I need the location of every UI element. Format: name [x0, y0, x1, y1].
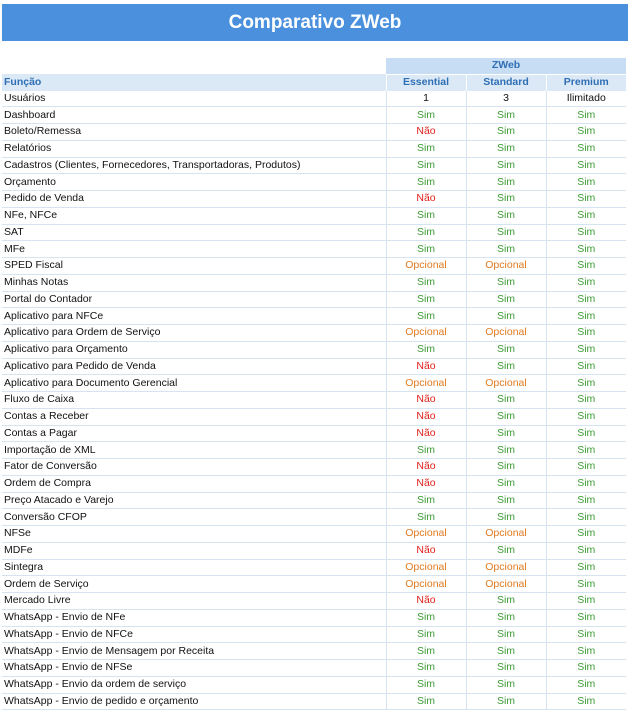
value-standard: Sim	[466, 492, 546, 509]
value-premium: Ilimitado	[546, 91, 626, 107]
value-standard: Sim	[466, 107, 546, 124]
value-standard: Sim	[466, 459, 546, 476]
group-header-zweb: ZWeb	[386, 58, 626, 74]
table-row	[2, 509, 626, 526]
feature-name: MDFe	[2, 542, 386, 559]
table-row	[2, 258, 626, 275]
value-premium: Sim	[546, 576, 626, 593]
value-standard: Sim	[466, 408, 546, 425]
value-essential: Não	[386, 408, 466, 425]
table-row	[2, 392, 626, 409]
value-standard: 3	[466, 91, 546, 107]
feature-name: Conversão CFOP	[2, 509, 386, 526]
table-row	[2, 107, 626, 124]
feature-name: Preço Atacado e Varejo	[2, 492, 386, 509]
feature-name: Ordem de Compra	[2, 475, 386, 492]
feature-name: SAT	[2, 224, 386, 241]
value-standard: Sim	[466, 442, 546, 459]
value-premium: Sim	[546, 291, 626, 308]
feature-name: MFe	[2, 241, 386, 258]
table-row	[2, 626, 626, 643]
comparison-table	[2, 58, 626, 710]
value-standard: Sim	[466, 425, 546, 442]
value-essential: Sim	[386, 308, 466, 325]
feature-name: Ordem de Serviço	[2, 576, 386, 593]
value-standard: Sim	[466, 241, 546, 258]
value-premium: Sim	[546, 224, 626, 241]
value-essential: Não	[386, 593, 466, 610]
value-premium: Sim	[546, 626, 626, 643]
value-essential: Não	[386, 191, 466, 208]
value-essential: 1	[386, 91, 466, 107]
feature-name: Orçamento	[2, 174, 386, 191]
table-row	[2, 157, 626, 174]
value-standard: Sim	[466, 207, 546, 224]
value-premium: Sim	[546, 157, 626, 174]
value-premium: Sim	[546, 693, 626, 710]
value-essential: Sim	[386, 140, 466, 157]
value-premium: Sim	[546, 107, 626, 124]
value-premium: Sim	[546, 459, 626, 476]
feature-name: Contas a Receber	[2, 408, 386, 425]
function-column-header: Função	[2, 74, 386, 90]
table-row	[2, 425, 626, 442]
feature-name: Aplicativo para Orçamento	[2, 341, 386, 358]
value-standard: Sim	[466, 140, 546, 157]
value-standard: Sim	[466, 274, 546, 291]
value-essential: Sim	[386, 626, 466, 643]
value-essential: Sim	[386, 207, 466, 224]
value-essential: Sim	[386, 241, 466, 258]
group-header-spacer	[2, 58, 386, 74]
value-essential: Sim	[386, 274, 466, 291]
value-essential: Sim	[386, 341, 466, 358]
feature-name: Dashboard	[2, 107, 386, 124]
table-row	[2, 492, 626, 509]
feature-name: Sintegra	[2, 559, 386, 576]
table-row	[2, 559, 626, 576]
feature-name: WhatsApp - Envio de NFe	[2, 609, 386, 626]
plan-header-standard: Standard	[466, 74, 546, 90]
table-row	[2, 660, 626, 677]
feature-name: Aplicativo para Pedido de Venda	[2, 358, 386, 375]
feature-name: SPED Fiscal	[2, 258, 386, 275]
value-essential: Opcional	[386, 559, 466, 576]
value-premium: Sim	[546, 140, 626, 157]
group-header-row	[2, 58, 626, 74]
value-essential: Opcional	[386, 526, 466, 543]
value-standard: Sim	[466, 643, 546, 660]
value-standard: Sim	[466, 660, 546, 677]
value-premium: Sim	[546, 274, 626, 291]
feature-name: Cadastros (Clientes, Fornecedores, Transportadoras, Produtos)	[2, 157, 386, 174]
feature-name: NFSe	[2, 526, 386, 543]
value-premium: Sim	[546, 559, 626, 576]
value-essential: Opcional	[386, 325, 466, 342]
feature-name: NFe, NFCe	[2, 207, 386, 224]
feature-name: WhatsApp - Envio de NFSe	[2, 660, 386, 677]
value-premium: Sim	[546, 124, 626, 141]
table-row	[2, 308, 626, 325]
value-premium: Sim	[546, 191, 626, 208]
value-standard: Sim	[466, 291, 546, 308]
table-row	[2, 526, 626, 543]
value-premium: Sim	[546, 341, 626, 358]
column-header-row	[2, 74, 626, 90]
value-essential: Sim	[386, 492, 466, 509]
table-row	[2, 191, 626, 208]
value-premium: Sim	[546, 660, 626, 677]
value-premium: Sim	[546, 492, 626, 509]
table-row	[2, 124, 626, 141]
value-essential: Opcional	[386, 576, 466, 593]
value-essential: Opcional	[386, 375, 466, 392]
table-row	[2, 274, 626, 291]
value-standard: Sim	[466, 593, 546, 610]
table-row	[2, 576, 626, 593]
table-row	[2, 140, 626, 157]
feature-name: Pedido de Venda	[2, 191, 386, 208]
table-row	[2, 341, 626, 358]
value-essential: Opcional	[386, 258, 466, 275]
table-row	[2, 241, 626, 258]
value-standard: Sim	[466, 509, 546, 526]
table-row	[2, 475, 626, 492]
value-standard: Sim	[466, 224, 546, 241]
value-standard: Opcional	[466, 526, 546, 543]
value-standard: Sim	[466, 124, 546, 141]
value-standard: Sim	[466, 341, 546, 358]
value-standard: Opcional	[466, 258, 546, 275]
value-essential: Sim	[386, 107, 466, 124]
value-standard: Opcional	[466, 576, 546, 593]
plan-header-premium: Premium	[546, 74, 626, 90]
value-essential: Sim	[386, 157, 466, 174]
feature-name: Minhas Notas	[2, 274, 386, 291]
table-row	[2, 442, 626, 459]
value-essential: Não	[386, 542, 466, 559]
table-row	[2, 91, 626, 107]
value-premium: Sim	[546, 676, 626, 693]
table-row	[2, 375, 626, 392]
feature-name: WhatsApp - Envio de pedido e orçamento	[2, 693, 386, 710]
feature-name: Aplicativo para Documento Gerencial	[2, 375, 386, 392]
feature-name: Fluxo de Caixa	[2, 392, 386, 409]
value-standard: Sim	[466, 358, 546, 375]
plan-header-essential: Essential	[386, 74, 466, 90]
table-row	[2, 693, 626, 710]
value-standard: Sim	[466, 626, 546, 643]
value-standard: Sim	[466, 392, 546, 409]
table-row	[2, 291, 626, 308]
table-row	[2, 593, 626, 610]
value-standard: Sim	[466, 542, 546, 559]
table-row	[2, 174, 626, 191]
value-premium: Sim	[546, 258, 626, 275]
table-row	[2, 459, 626, 476]
table-row	[2, 207, 626, 224]
page-title: Comparativo ZWeb	[2, 4, 628, 41]
value-premium: Sim	[546, 593, 626, 610]
value-standard: Sim	[466, 157, 546, 174]
value-premium: Sim	[546, 643, 626, 660]
value-essential: Sim	[386, 174, 466, 191]
table-row	[2, 325, 626, 342]
table-row	[2, 676, 626, 693]
value-standard: Sim	[466, 191, 546, 208]
value-premium: Sim	[546, 241, 626, 258]
feature-name: Boleto/Remessa	[2, 124, 386, 141]
value-premium: Sim	[546, 526, 626, 543]
feature-name: WhatsApp - Envio de Mensagem por Receita	[2, 643, 386, 660]
value-essential: Sim	[386, 643, 466, 660]
value-essential: Sim	[386, 676, 466, 693]
value-premium: Sim	[546, 442, 626, 459]
value-essential: Sim	[386, 660, 466, 677]
value-essential: Sim	[386, 609, 466, 626]
value-essential: Não	[386, 358, 466, 375]
table-row	[2, 224, 626, 241]
table-row	[2, 358, 626, 375]
comparison-rows	[2, 91, 626, 710]
value-essential: Sim	[386, 693, 466, 710]
value-premium: Sim	[546, 392, 626, 409]
value-standard: Sim	[466, 676, 546, 693]
value-standard: Sim	[466, 174, 546, 191]
feature-name: Mercado Livre	[2, 593, 386, 610]
value-essential: Sim	[386, 224, 466, 241]
value-standard: Sim	[466, 475, 546, 492]
table-row	[2, 609, 626, 626]
feature-name: Usuários	[2, 91, 386, 107]
value-premium: Sim	[546, 358, 626, 375]
value-essential: Não	[386, 392, 466, 409]
feature-name: Portal do Contador	[2, 291, 386, 308]
table-row	[2, 408, 626, 425]
value-essential: Não	[386, 425, 466, 442]
feature-name: WhatsApp - Envio da ordem de serviço	[2, 676, 386, 693]
value-premium: Sim	[546, 308, 626, 325]
value-standard: Sim	[466, 308, 546, 325]
value-premium: Sim	[546, 325, 626, 342]
value-essential: Não	[386, 124, 466, 141]
feature-name: Contas a Pagar	[2, 425, 386, 442]
feature-name: Relatórios	[2, 140, 386, 157]
value-premium: Sim	[546, 425, 626, 442]
value-premium: Sim	[546, 542, 626, 559]
value-premium: Sim	[546, 207, 626, 224]
value-essential: Sim	[386, 442, 466, 459]
value-premium: Sim	[546, 174, 626, 191]
value-standard: Opcional	[466, 325, 546, 342]
value-premium: Sim	[546, 375, 626, 392]
feature-name: Aplicativo para NFCe	[2, 308, 386, 325]
feature-name: Aplicativo para Ordem de Serviço	[2, 325, 386, 342]
value-standard: Opcional	[466, 375, 546, 392]
value-standard: Opcional	[466, 559, 546, 576]
table-row	[2, 542, 626, 559]
value-essential: Não	[386, 475, 466, 492]
table-row	[2, 643, 626, 660]
feature-name: Importação de XML	[2, 442, 386, 459]
value-premium: Sim	[546, 509, 626, 526]
value-premium: Sim	[546, 609, 626, 626]
value-premium: Sim	[546, 475, 626, 492]
value-standard: Sim	[466, 693, 546, 710]
value-essential: Sim	[386, 291, 466, 308]
value-essential: Não	[386, 459, 466, 476]
feature-name: WhatsApp - Envio de NFCe	[2, 626, 386, 643]
value-premium: Sim	[546, 408, 626, 425]
value-essential: Sim	[386, 509, 466, 526]
feature-name: Fator de Conversão	[2, 459, 386, 476]
value-standard: Sim	[466, 609, 546, 626]
